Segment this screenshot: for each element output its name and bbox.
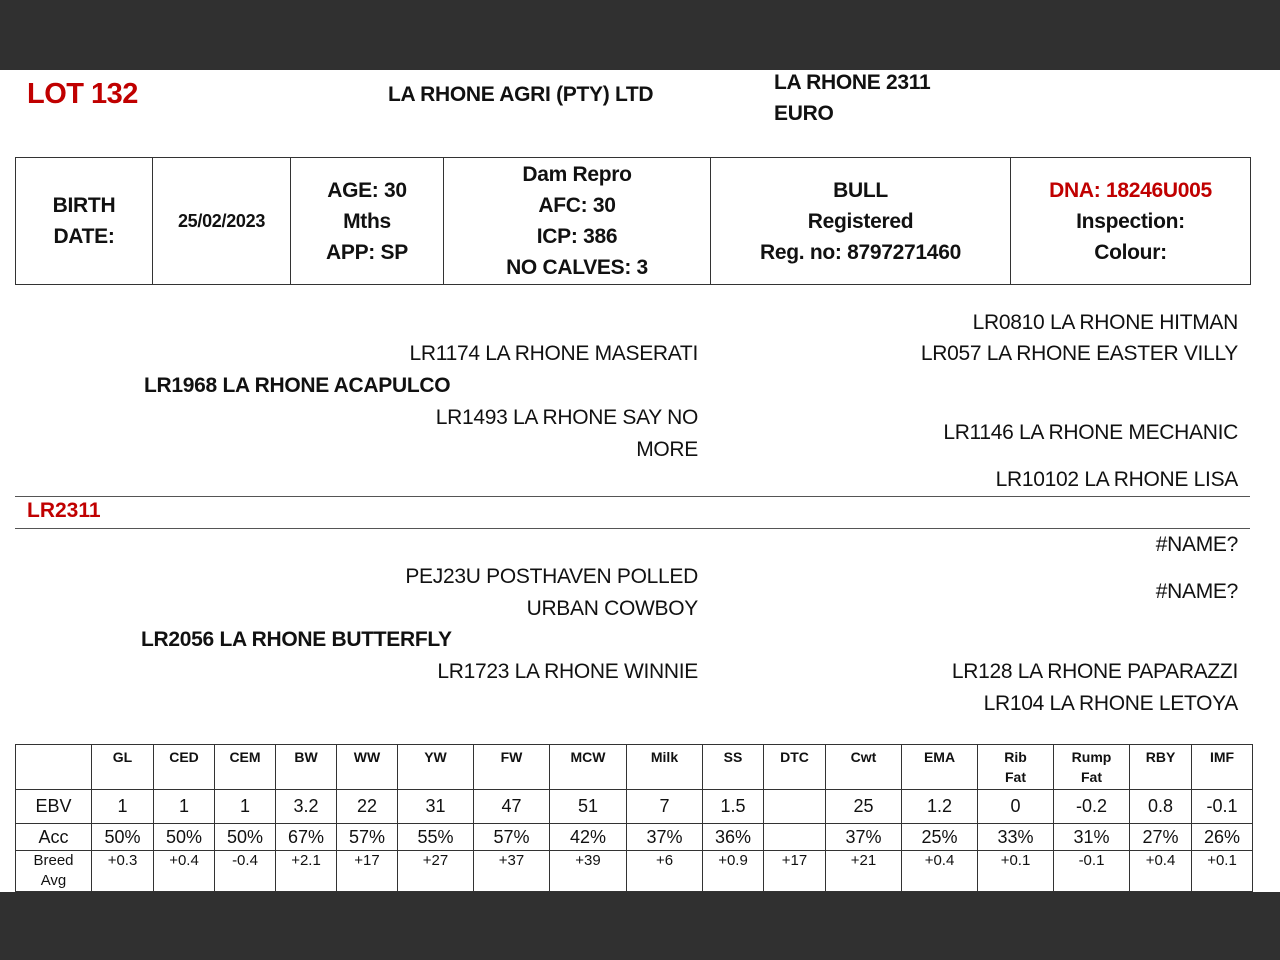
- reg-status: Registered: [807, 209, 914, 233]
- ebv-column-header-text: GL: [112, 749, 133, 765]
- ebv-column-header: [1054, 745, 1130, 790]
- pedigree-sdd: LR10102 LA RHONE LISA: [995, 468, 1238, 491]
- ebv-value-cell: 47: [474, 790, 550, 824]
- ebv-value-cell: 31: [398, 790, 474, 824]
- ebv-column-header-text: FW: [500, 749, 523, 765]
- ebv-value-cell: -0.1: [1192, 790, 1253, 824]
- breed-avg-label-text: Avg: [40, 872, 67, 889]
- accuracy-cell: 57%: [337, 824, 398, 851]
- ebv-table: [15, 744, 1253, 892]
- breed-avg-cell: +17: [337, 851, 398, 892]
- ebv-column-header-text: SS: [723, 749, 743, 765]
- reg-number: Reg. no: 8797271460: [760, 240, 961, 264]
- afc: AFC: 30: [538, 194, 616, 217]
- breed: EURO: [774, 102, 834, 125]
- accuracy-cell: 27%: [1130, 824, 1192, 851]
- accuracy-row-label: Acc: [16, 824, 92, 851]
- dna-cell: [1011, 158, 1251, 285]
- accuracy-cell: 25%: [902, 824, 978, 851]
- ebv-column-header-text: WW: [353, 749, 381, 765]
- pedigree-sire-sire: LR1174 LA RHONE MASERATI: [409, 342, 698, 365]
- ebv-column-header: [902, 745, 978, 790]
- breed-avg-cell: +6: [627, 851, 703, 892]
- ebv-column-header: [978, 745, 1054, 790]
- breed-avg-cell: -0.1: [1054, 851, 1130, 892]
- accuracy-cell: 37%: [627, 824, 703, 851]
- ebv-value-cell: 7: [627, 790, 703, 824]
- breed-avg-cell: +0.4: [902, 851, 978, 892]
- animal-title: [774, 67, 930, 129]
- ebv-column-header-text: MCW: [570, 749, 606, 765]
- animal-info-table: [15, 157, 1251, 285]
- ebv-value-cell: 1.2: [902, 790, 978, 824]
- registration-cell: [711, 158, 1011, 285]
- ebv-column-header: [826, 745, 902, 790]
- pedigree-dds: LR128 LA RHONE PAPARAZZI: [951, 660, 1238, 683]
- accuracy-cell: 50%: [154, 824, 215, 851]
- ebv-column-header-text: IMF: [1209, 749, 1235, 765]
- ebv-column-header-text: Fat: [1081, 769, 1102, 785]
- ebv-column-header-text: Milk: [650, 749, 679, 765]
- lot-number: LOT 132: [27, 78, 138, 110]
- ebv-value-cell: 0.8: [1130, 790, 1192, 824]
- age-unit: Mths: [343, 209, 391, 233]
- breed-avg-row-label: [16, 851, 92, 892]
- ebv-value-cell: 1: [215, 790, 276, 824]
- company-name: LA RHONE AGRI (PTY) LTD: [388, 83, 654, 106]
- dna-number: DNA: 18246U005: [1049, 178, 1212, 202]
- accuracy-cell: 50%: [215, 824, 276, 851]
- ebv-column-header-text: Fat: [1005, 769, 1026, 785]
- birth-date-label: BIRTH DATE:: [16, 158, 153, 285]
- pedigree-dam: LR2056 LA RHONE BUTTERFLY: [141, 628, 452, 651]
- accuracy-cell: 50%: [92, 824, 154, 851]
- ebv-column-header: [627, 745, 703, 790]
- ebv-column-header: [703, 745, 764, 790]
- accuracy-cell: 37%: [826, 824, 902, 851]
- accuracy-cell: 55%: [398, 824, 474, 851]
- ebv-column-header: [154, 745, 215, 790]
- accuracy-cell: 31%: [1054, 824, 1130, 851]
- pedigree-dam-sire: PEJ23U POSTHAVEN POLLED URBAN COWBOY: [405, 565, 698, 620]
- ebv-value-cell: 25: [826, 790, 902, 824]
- pedigree-sire-dam: LR1493 LA RHONE SAY NO MORE: [435, 406, 698, 461]
- pedigree-sss: LR0810 LA RHONE HITMAN: [972, 311, 1238, 334]
- animal-name: LA RHONE 2311: [774, 71, 931, 94]
- accuracy-cell: 26%: [1192, 824, 1253, 851]
- app: APP: SP: [326, 240, 408, 264]
- breed-avg-cell: +17: [764, 851, 826, 892]
- accuracy-cell: 57%: [474, 824, 550, 851]
- breed-avg-cell: +0.4: [154, 851, 215, 892]
- pedigree-sds: LR1146 LA RHONE MECHANIC: [943, 421, 1238, 444]
- breed-avg-cell: +0.1: [1192, 851, 1253, 892]
- age-cell: [291, 158, 444, 285]
- dam-repro-label: Dam Repro: [522, 163, 632, 186]
- ebv-value-cell: -0.2: [1054, 790, 1130, 824]
- ebv-value-cell: 1: [154, 790, 215, 824]
- age: AGE: 30: [327, 178, 407, 202]
- divider-line: [15, 496, 1250, 497]
- ebv-column-header-text: CED: [169, 749, 199, 765]
- pedigree-sire: LR1968 LA RHONE ACAPULCO: [144, 374, 451, 397]
- ebv-header-row: [16, 745, 1253, 790]
- ebv-column-header: [276, 745, 337, 790]
- birth-date-value: 25/02/2023: [153, 158, 291, 285]
- ebv-column-header-text: DTC: [780, 749, 809, 765]
- breed-avg-cell: +37: [474, 851, 550, 892]
- breed-avg-cell: +0.9: [703, 851, 764, 892]
- ebv-value-cell: 0: [978, 790, 1054, 824]
- breed-avg-cell: +2.1: [276, 851, 337, 892]
- accuracy-cell: 36%: [703, 824, 764, 851]
- breed-avg-label-text: Breed: [33, 852, 74, 869]
- breed-avg-cell: +0.1: [978, 851, 1054, 892]
- breed-avg-cell: +39: [550, 851, 627, 892]
- ebv-value-cell: 22: [337, 790, 398, 824]
- dam-repro-cell: [444, 158, 711, 285]
- colour: Colour:: [1094, 240, 1167, 264]
- accuracy-cell: 42%: [550, 824, 627, 851]
- ebv-column-header-text: YW: [424, 749, 447, 765]
- pedigree-dsd: #NAME?: [1155, 580, 1238, 603]
- ebv-column-header: [92, 745, 154, 790]
- ebv-column-header-text: EMA: [923, 749, 956, 765]
- breed-avg-cell: +21: [826, 851, 902, 892]
- accuracy-row: [16, 824, 1253, 851]
- pedigree-ddd: LR104 LA RHONE LETOYA: [983, 692, 1238, 715]
- ebv-column-header: [550, 745, 627, 790]
- ebv-column-header: [337, 745, 398, 790]
- animal-id: LR2311: [27, 499, 101, 522]
- ebv-column-header-text: CEM: [229, 749, 261, 765]
- pedigree-dss: #NAME?: [1155, 533, 1238, 556]
- ebv-column-header-text: RBY: [1145, 749, 1176, 765]
- ebv-value-cell: 3.2: [276, 790, 337, 824]
- ebv-column-header: [474, 745, 550, 790]
- ebv-row: [16, 790, 1253, 824]
- ebv-column-header-text: Cwt: [850, 749, 877, 765]
- ebv-column-header-text: Rib: [1004, 749, 1027, 765]
- breed-avg-cell: +0.3: [92, 851, 154, 892]
- ebv-column-header-text: BW: [294, 749, 318, 765]
- accuracy-cell: [764, 824, 826, 851]
- breed-avg-cell: -0.4: [215, 851, 276, 892]
- ebv-corner-cell: [16, 745, 92, 790]
- breed-avg-cell: +0.4: [1130, 851, 1192, 892]
- bottom-frame-bar: [0, 892, 1280, 960]
- top-frame-bar: [0, 0, 1280, 70]
- ebv-column-header: [1192, 745, 1253, 790]
- icp: ICP: 386: [536, 225, 618, 248]
- ebv-value-cell: 51: [550, 790, 627, 824]
- no-calves: NO CALVES: 3: [506, 256, 648, 279]
- breed-avg-cell: +27: [398, 851, 474, 892]
- ebv-column-header: [398, 745, 474, 790]
- ebv-column-header: [215, 745, 276, 790]
- accuracy-cell: 33%: [978, 824, 1054, 851]
- ebv-value-cell: 1.5: [703, 790, 764, 824]
- ebv-value-cell: 1: [92, 790, 154, 824]
- pedigree-ssd: LR057 LA RHONE EASTER VILLY: [920, 342, 1238, 365]
- ebv-value-cell: [764, 790, 826, 824]
- breed-avg-row: [16, 851, 1253, 892]
- ebv-row-label: EBV: [16, 790, 92, 824]
- inspection: Inspection:: [1076, 209, 1185, 233]
- ebv-column-header-text: Rump: [1071, 749, 1112, 765]
- ebv-column-header: [764, 745, 826, 790]
- ebv-column-header: [1130, 745, 1192, 790]
- pedigree-dam-dam: LR1723 LA RHONE WINNIE: [437, 660, 698, 683]
- divider-line: [15, 528, 1250, 529]
- accuracy-cell: 67%: [276, 824, 337, 851]
- sex: BULL: [833, 178, 888, 202]
